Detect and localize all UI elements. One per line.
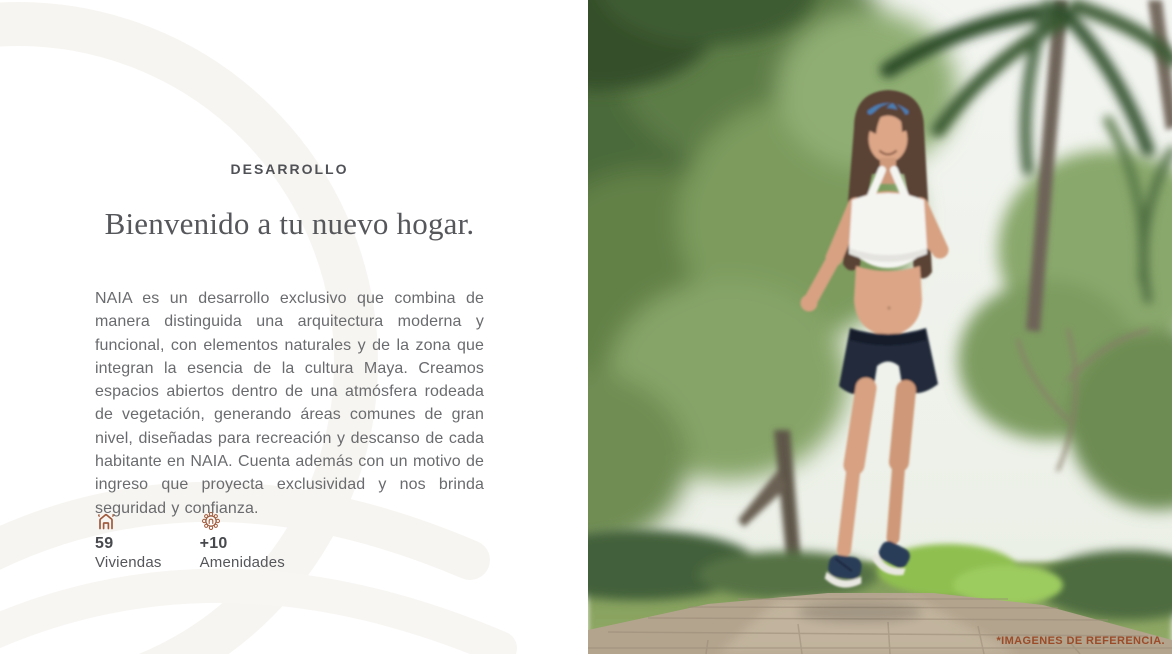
page-title: Bienvenido a tu nuevo hogar. xyxy=(104,206,475,241)
section-eyebrow: DESARROLLO xyxy=(230,161,349,177)
stat-value: +10 xyxy=(199,535,228,552)
stat-amenidades xyxy=(200,510,285,571)
house-icon xyxy=(95,510,162,532)
stat-value: 59 xyxy=(95,535,114,552)
stat-label: Viviendas xyxy=(95,554,162,571)
stat-label: Amenidades xyxy=(199,554,285,571)
hero-photo xyxy=(588,0,1172,654)
rosette-icon xyxy=(200,510,285,532)
description-paragraph: NAIA es un desarrollo exclusivo que combina de manera distinguida una arquitectura moderna y funcional, con elementos naturales y de la zona que integran la esencia de la cultura Maya. Creamos espacios abiertos dentro de una atmósfera rodeada de vegetación, generando áreas comunes de gran nivel, diseñadas para recreación y descanso de cada habitante en NAIA. Cuenta además con un motivo de ingreso que proyecta exclusividad y nos brinda seguridad y confianza. xyxy=(95,290,484,517)
reference-caption: *IMAGENES DE REFERENCIA. xyxy=(996,635,1165,647)
stat-viviendas xyxy=(95,510,162,571)
park-jogging-scene xyxy=(588,0,1172,654)
stats-row xyxy=(95,510,285,571)
